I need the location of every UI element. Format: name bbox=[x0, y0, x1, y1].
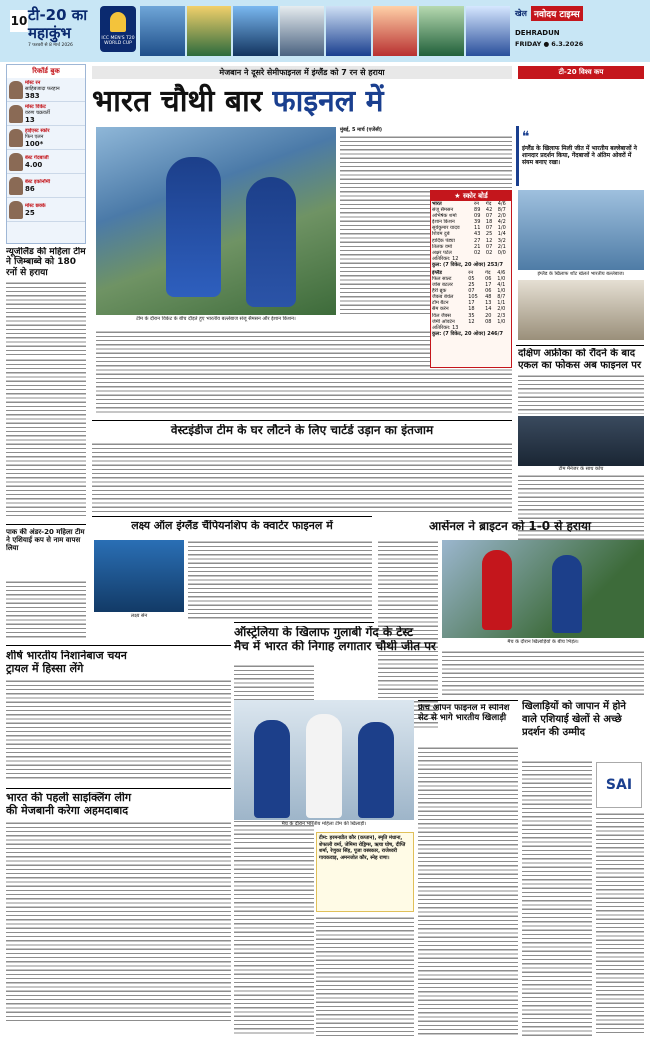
avatar bbox=[9, 201, 23, 219]
avatar bbox=[9, 105, 23, 123]
score-cell: 12 bbox=[468, 318, 475, 325]
tag: टी-20 विश्व कप bbox=[518, 66, 644, 79]
player-name: संजू सैमसन bbox=[432, 207, 454, 214]
record-item bbox=[7, 126, 85, 150]
record-label: मोस्ट रन bbox=[25, 79, 41, 86]
score-cell: 42 bbox=[485, 207, 493, 214]
score-cell: 17 bbox=[468, 300, 475, 307]
player-photo bbox=[326, 6, 371, 56]
player-name: ईशान किशन bbox=[432, 219, 455, 226]
quote-icon: ❝ bbox=[522, 129, 530, 145]
main-photo bbox=[96, 127, 336, 315]
player-name: सैम करेन bbox=[432, 306, 449, 313]
wi-headline: वेस्टइंडीज टीम के घर लौटने के लिए चार्टर्ड उड़ान का इंतजाम bbox=[170, 424, 434, 437]
aus-photo-caption: मैच के दौरान भारतीय महिला टीम की खिलाड़ी। bbox=[281, 821, 367, 827]
right-photo-caption: इंग्लैंड के खिलाफ शॉट खेलते भारतीय बल्लेबाज। bbox=[537, 271, 625, 277]
score-cell: 12 bbox=[485, 237, 493, 244]
player-name: हैरी ब्रूक bbox=[432, 288, 447, 295]
player-name: टॉम बैंटन bbox=[432, 300, 449, 307]
player-photo bbox=[280, 6, 325, 56]
city: DEHRADUN bbox=[515, 29, 560, 37]
footballers-headline: फ्रेंच ओपन फाइनल में स्पेनिश सेट से भागे भारतीय खिलाड़ी bbox=[418, 704, 510, 723]
date: 6.3.2026 bbox=[551, 40, 584, 48]
aus-photo bbox=[234, 700, 414, 820]
score-cell: 14 bbox=[485, 306, 492, 313]
extras2: अतिरिक्त: 13 bbox=[432, 324, 459, 331]
score-cell: 39 bbox=[474, 219, 481, 226]
player-photo bbox=[140, 6, 185, 56]
arsenal-photo bbox=[442, 540, 644, 638]
score-cell: 3/2 bbox=[497, 237, 506, 244]
world-cup-badge bbox=[100, 6, 136, 52]
score-cell: 05 bbox=[468, 275, 475, 282]
badge-text: ICC MEN'S T20 WORLD CUP bbox=[101, 36, 135, 46]
headline-line1: ऑस्ट्रेलिया के खिलाफ गुलाबी गेंद के टेस्ट bbox=[234, 626, 414, 639]
extras1: अतिरिक्त: 12 bbox=[432, 255, 459, 262]
headline: भारत की पहली साइक्लिंग लीग की मेजबानी करेगा अहमदाबाद bbox=[6, 792, 132, 817]
score-cell: 89 bbox=[474, 207, 481, 214]
record-label: हाईएस्ट स्कोर bbox=[25, 127, 50, 134]
player-photo bbox=[233, 6, 278, 56]
lakshya-photo bbox=[94, 540, 184, 612]
record-label: बेस्ट इकोनॉमी bbox=[25, 178, 51, 185]
record-value: 4.00 bbox=[25, 160, 43, 169]
score-cell: 02 bbox=[485, 249, 493, 256]
story-cycling bbox=[6, 792, 231, 1037]
headline: पाक की अंडर-20 महिला टीम ने एशियाई कप से नाम वापस लिया bbox=[6, 528, 85, 553]
score-cell: 11 bbox=[474, 225, 481, 232]
score-cell: 1/0 bbox=[497, 225, 506, 232]
batter-figure bbox=[246, 177, 296, 307]
aus-headline bbox=[234, 626, 444, 662]
title-line1: टी-20 का bbox=[28, 6, 88, 24]
headline-part1: भारत चौथी बार bbox=[92, 84, 263, 119]
score-row bbox=[431, 319, 511, 325]
score-cell: 06 bbox=[485, 275, 492, 282]
player-name: अभिषेक शर्मा bbox=[432, 213, 457, 220]
record-item bbox=[7, 198, 85, 222]
record-value: 25 bbox=[25, 208, 35, 217]
score-cell: 18 bbox=[485, 219, 493, 226]
right-photo-1 bbox=[518, 190, 644, 270]
player-name: विल जैक्स bbox=[432, 312, 451, 319]
quote-text: इंग्लैंड के खिलाफ मिली जीत में भारतीय बल्लेबाजों ने शानदार प्रदर्शन किया, गेंदबाजों ने अंतिम ओवरों में संयम बनाए रखा। bbox=[522, 145, 637, 167]
score-cell: 07 bbox=[485, 243, 493, 250]
bullet-icon: ● bbox=[543, 40, 550, 48]
dates: 7 फरवरी से 8 मार्च 2026 bbox=[28, 43, 73, 48]
squad-box bbox=[316, 832, 414, 912]
footballers-body bbox=[418, 746, 518, 1036]
record-item bbox=[7, 102, 85, 126]
aus-body-2 bbox=[234, 846, 314, 1036]
sai-logo bbox=[596, 762, 642, 808]
score-cell: 06 bbox=[485, 288, 492, 295]
avatar bbox=[9, 129, 23, 147]
player-name: सूर्यकुमार यादव bbox=[432, 225, 460, 232]
score-cell: 1/0 bbox=[497, 288, 506, 295]
lakshya-caption: लक्ष्य सेन bbox=[130, 613, 148, 619]
title-line2: महाकुंभ bbox=[28, 24, 71, 42]
score-cell: 1/0 bbox=[497, 318, 506, 325]
story-nz-women bbox=[6, 247, 86, 357]
trophy-icon bbox=[110, 12, 126, 32]
score-cell: 09 bbox=[474, 213, 481, 220]
aus-body-3 bbox=[316, 916, 414, 1036]
record-item bbox=[7, 174, 85, 198]
player-photo bbox=[373, 6, 418, 56]
body-text bbox=[6, 281, 86, 356]
sai-logo-text: SAI bbox=[605, 777, 633, 793]
score-cell: 1/4 bbox=[497, 231, 506, 238]
player-name: जोस बटलर bbox=[432, 282, 453, 289]
player-figure bbox=[552, 555, 582, 633]
arsenal-headline: आर्सेनल ने ब्राइटन को 1-0 से हराया bbox=[428, 520, 592, 533]
headline-part2: फाइनल में bbox=[272, 84, 384, 119]
record-title: रिकॉर्ड बुक bbox=[7, 65, 85, 78]
record-value: 100* bbox=[25, 139, 44, 148]
headline-line2: मैच में भारत की निगाह लगातार चौथी जीत पर bbox=[234, 639, 436, 653]
day: FRIDAY bbox=[515, 40, 542, 48]
lakshya-body bbox=[188, 540, 372, 620]
player-photo bbox=[466, 6, 511, 56]
score-cell: 1/0 bbox=[497, 275, 506, 282]
arsenal-caption: मैच के दौरान खिलाड़ियों के बीच भिड़ंत। bbox=[507, 639, 579, 645]
record-name: वरुण चक्रवर्ती bbox=[25, 109, 50, 116]
player-name: जेमी ओवर्टन bbox=[432, 318, 455, 325]
star-icon: ★ bbox=[454, 192, 461, 200]
japan-headline: खिलाड़ियों को जापान में होने वाले एशियाई खेलों से अच्छे प्रदर्शन की उम्मीद bbox=[522, 701, 626, 738]
left-col-body bbox=[6, 358, 86, 518]
player-photo bbox=[419, 6, 464, 56]
score-cell: 8/7 bbox=[497, 207, 506, 214]
team2: इंग्लैंड bbox=[432, 269, 442, 276]
player-name: हार्दिक पंड्या bbox=[432, 237, 455, 244]
score-cell: 0/0 bbox=[497, 249, 506, 256]
sa-photo-caption: टीम मैनेजर के साथ कोच bbox=[558, 466, 604, 472]
score-cell: 35 bbox=[468, 312, 475, 319]
left-col-body-2 bbox=[6, 580, 86, 640]
player-figure bbox=[306, 714, 342, 818]
avatar bbox=[9, 153, 23, 171]
story-trials bbox=[6, 650, 231, 785]
score-cell: 2/0 bbox=[497, 306, 506, 313]
score-cell: 07 bbox=[468, 288, 475, 295]
headline: शीर्ष भारतीय निशानेबाज चयन ट्रायल में हिस्सा लेंगे bbox=[6, 650, 127, 675]
record-name: साहिबजादा फरहान bbox=[25, 85, 60, 92]
player-name: अक्षर पटेल bbox=[432, 249, 452, 256]
total1: कुल: (7 विकेट, 20 ओवर) 253/7 bbox=[432, 261, 503, 268]
player-strip bbox=[140, 6, 510, 56]
record-item bbox=[7, 78, 85, 102]
quote-box bbox=[516, 126, 644, 186]
story-pak bbox=[6, 528, 86, 588]
section-title bbox=[28, 6, 98, 54]
japan-body bbox=[522, 760, 592, 1036]
record-value: 13 bbox=[25, 115, 35, 124]
score-cell: 43 bbox=[474, 231, 481, 238]
record-value: 86 bbox=[25, 184, 35, 193]
score-cell: 25 bbox=[485, 231, 493, 238]
score-cell: 25 bbox=[468, 282, 475, 289]
dateline: मुंबई, 5 मार्च (एजेंसी) bbox=[340, 127, 383, 133]
score-cell: 48 bbox=[485, 294, 492, 301]
wi-body bbox=[92, 442, 512, 512]
score-cell: 8/7 bbox=[497, 294, 506, 301]
record-label: मोस्ट छक्के bbox=[25, 202, 46, 209]
headline: न्यूजीलैंड की महिला टीम ने जिम्बाब्वे को 180 रनों से हराया bbox=[6, 247, 86, 278]
japan-body-2 bbox=[596, 812, 644, 1036]
scoreboard-title-text: स्कोर बोर्ड bbox=[462, 192, 488, 200]
innings-1-table: भारत रन गेंद 4/6 संजू सैमसन 89 42 8/7 अभिषेक शर्मा 09 07 2/0 ईशान किशन 39 18 4/2 सूर्यकुमार यादव 11 07 1/0 शिवम दुबे 43 25 1/4 हार्दिक पंड्या 27 12 3/2 तिलक वर्मा 21 07 2/1 अक्षर पटेल 02 02 0/0 bbox=[431, 201, 511, 256]
record-book bbox=[6, 64, 86, 244]
player-name: शिवम दुबे bbox=[432, 231, 450, 238]
total2: कुल: (7 विकेट, 20 ओवर) 246/7 bbox=[432, 330, 503, 337]
score-cell: 1/1 bbox=[497, 300, 506, 307]
lakshya-headline: लक्ष्य ऑल इंग्लैंड चैंपियनशिप के क्वार्टर फाइनल में bbox=[131, 520, 333, 532]
main-photo-caption: टीम के दौरान विकेट के बीच दौड़ते हुए भारतीय बल्लेबाज संजू सैमसन और ईशान किशन। bbox=[136, 316, 296, 322]
score-cell: 2/1 bbox=[497, 243, 506, 250]
top-strip: मेजबान ने दूसरे सेमीफाइनल में इंग्लैंड को 7 रन से हराया bbox=[92, 66, 512, 79]
score-cell: 105 bbox=[468, 294, 478, 301]
arsenal-body-2 bbox=[442, 650, 644, 695]
player-photo bbox=[187, 6, 232, 56]
right-photo-2 bbox=[518, 280, 644, 340]
squad-text: टीम: हरमनप्रीत कौर (कप्तान), स्मृति मंधाना, शेफाली वर्मा, जेमिमा रोड्रिग्स, ऋचा घोष, दीप्ति शर्मा, रेणुका सिंह, पूजा वस्त्रकार, राजेश्वरी गायकवाड़, अमनजोत कौर, स्नेह राणा। bbox=[319, 835, 406, 861]
page-number: 10 bbox=[10, 10, 28, 32]
player-name: जैकब बेथेल bbox=[432, 294, 454, 301]
score-cell: 21 bbox=[474, 243, 481, 250]
player-name: तिलक वर्मा bbox=[432, 243, 453, 250]
score-cell: 2/0 bbox=[497, 213, 506, 220]
score-cell: 20 bbox=[485, 312, 492, 319]
score-cell: 07 bbox=[485, 225, 493, 232]
player-figure bbox=[254, 720, 290, 818]
score-cell: 2/3 bbox=[497, 312, 506, 319]
score-cell: 27 bbox=[474, 237, 481, 244]
score-row bbox=[431, 306, 511, 312]
scoreboard bbox=[430, 190, 512, 368]
avatar bbox=[9, 177, 23, 195]
score-cell: 4/1 bbox=[497, 282, 506, 289]
player-figure bbox=[482, 550, 512, 630]
record-label: मोस्ट विकेट bbox=[25, 103, 46, 110]
record-value: 383 bbox=[25, 91, 40, 100]
score-cell: 17 bbox=[485, 282, 492, 289]
score-cell: 02 bbox=[474, 249, 481, 256]
record-name: फिन एलन bbox=[25, 133, 44, 140]
player-name: फिल साल्ट bbox=[432, 275, 452, 282]
brand-block bbox=[515, 6, 645, 56]
headline: दक्षिण अफ्रीका को रौंदने के बाद एकल का फोकस अब फाइनल पर bbox=[518, 348, 642, 371]
score-cell: 07 bbox=[485, 213, 493, 220]
score-row bbox=[431, 313, 511, 319]
score-cell: 18 bbox=[468, 306, 475, 313]
score-cell: 08 bbox=[485, 318, 492, 325]
record-item bbox=[7, 150, 85, 174]
player-figure bbox=[358, 722, 394, 818]
score-cell: 13 bbox=[485, 300, 492, 307]
avatar bbox=[9, 81, 23, 99]
innings-2-table: इंग्लैंड रन गेंद 4/6 फिल साल्ट 05 06 1/0 जोस बटलर 25 17 4/1 हैरी ब्रूक 07 06 1/0 जैकब बेथेल 105 48 8/7 टॉम बैंटन 17 13 1/1 सैम करेन 18 14 2/0 विल जैक्स 35 20 2/3 जेमी ओवर्टन 12 08 1/0 bbox=[431, 270, 511, 325]
section-label: खेल bbox=[515, 9, 527, 18]
team1: भारत bbox=[432, 201, 442, 207]
score-cell: 4/2 bbox=[497, 219, 506, 226]
scoreboard-title bbox=[431, 191, 511, 201]
sa-photo bbox=[518, 416, 644, 466]
batter-figure bbox=[166, 157, 221, 297]
brand-name: नवोदय टाइम्स bbox=[531, 6, 583, 21]
record-label: बेस्ट गेंदबाजी bbox=[25, 154, 49, 161]
main-headline bbox=[92, 80, 512, 124]
